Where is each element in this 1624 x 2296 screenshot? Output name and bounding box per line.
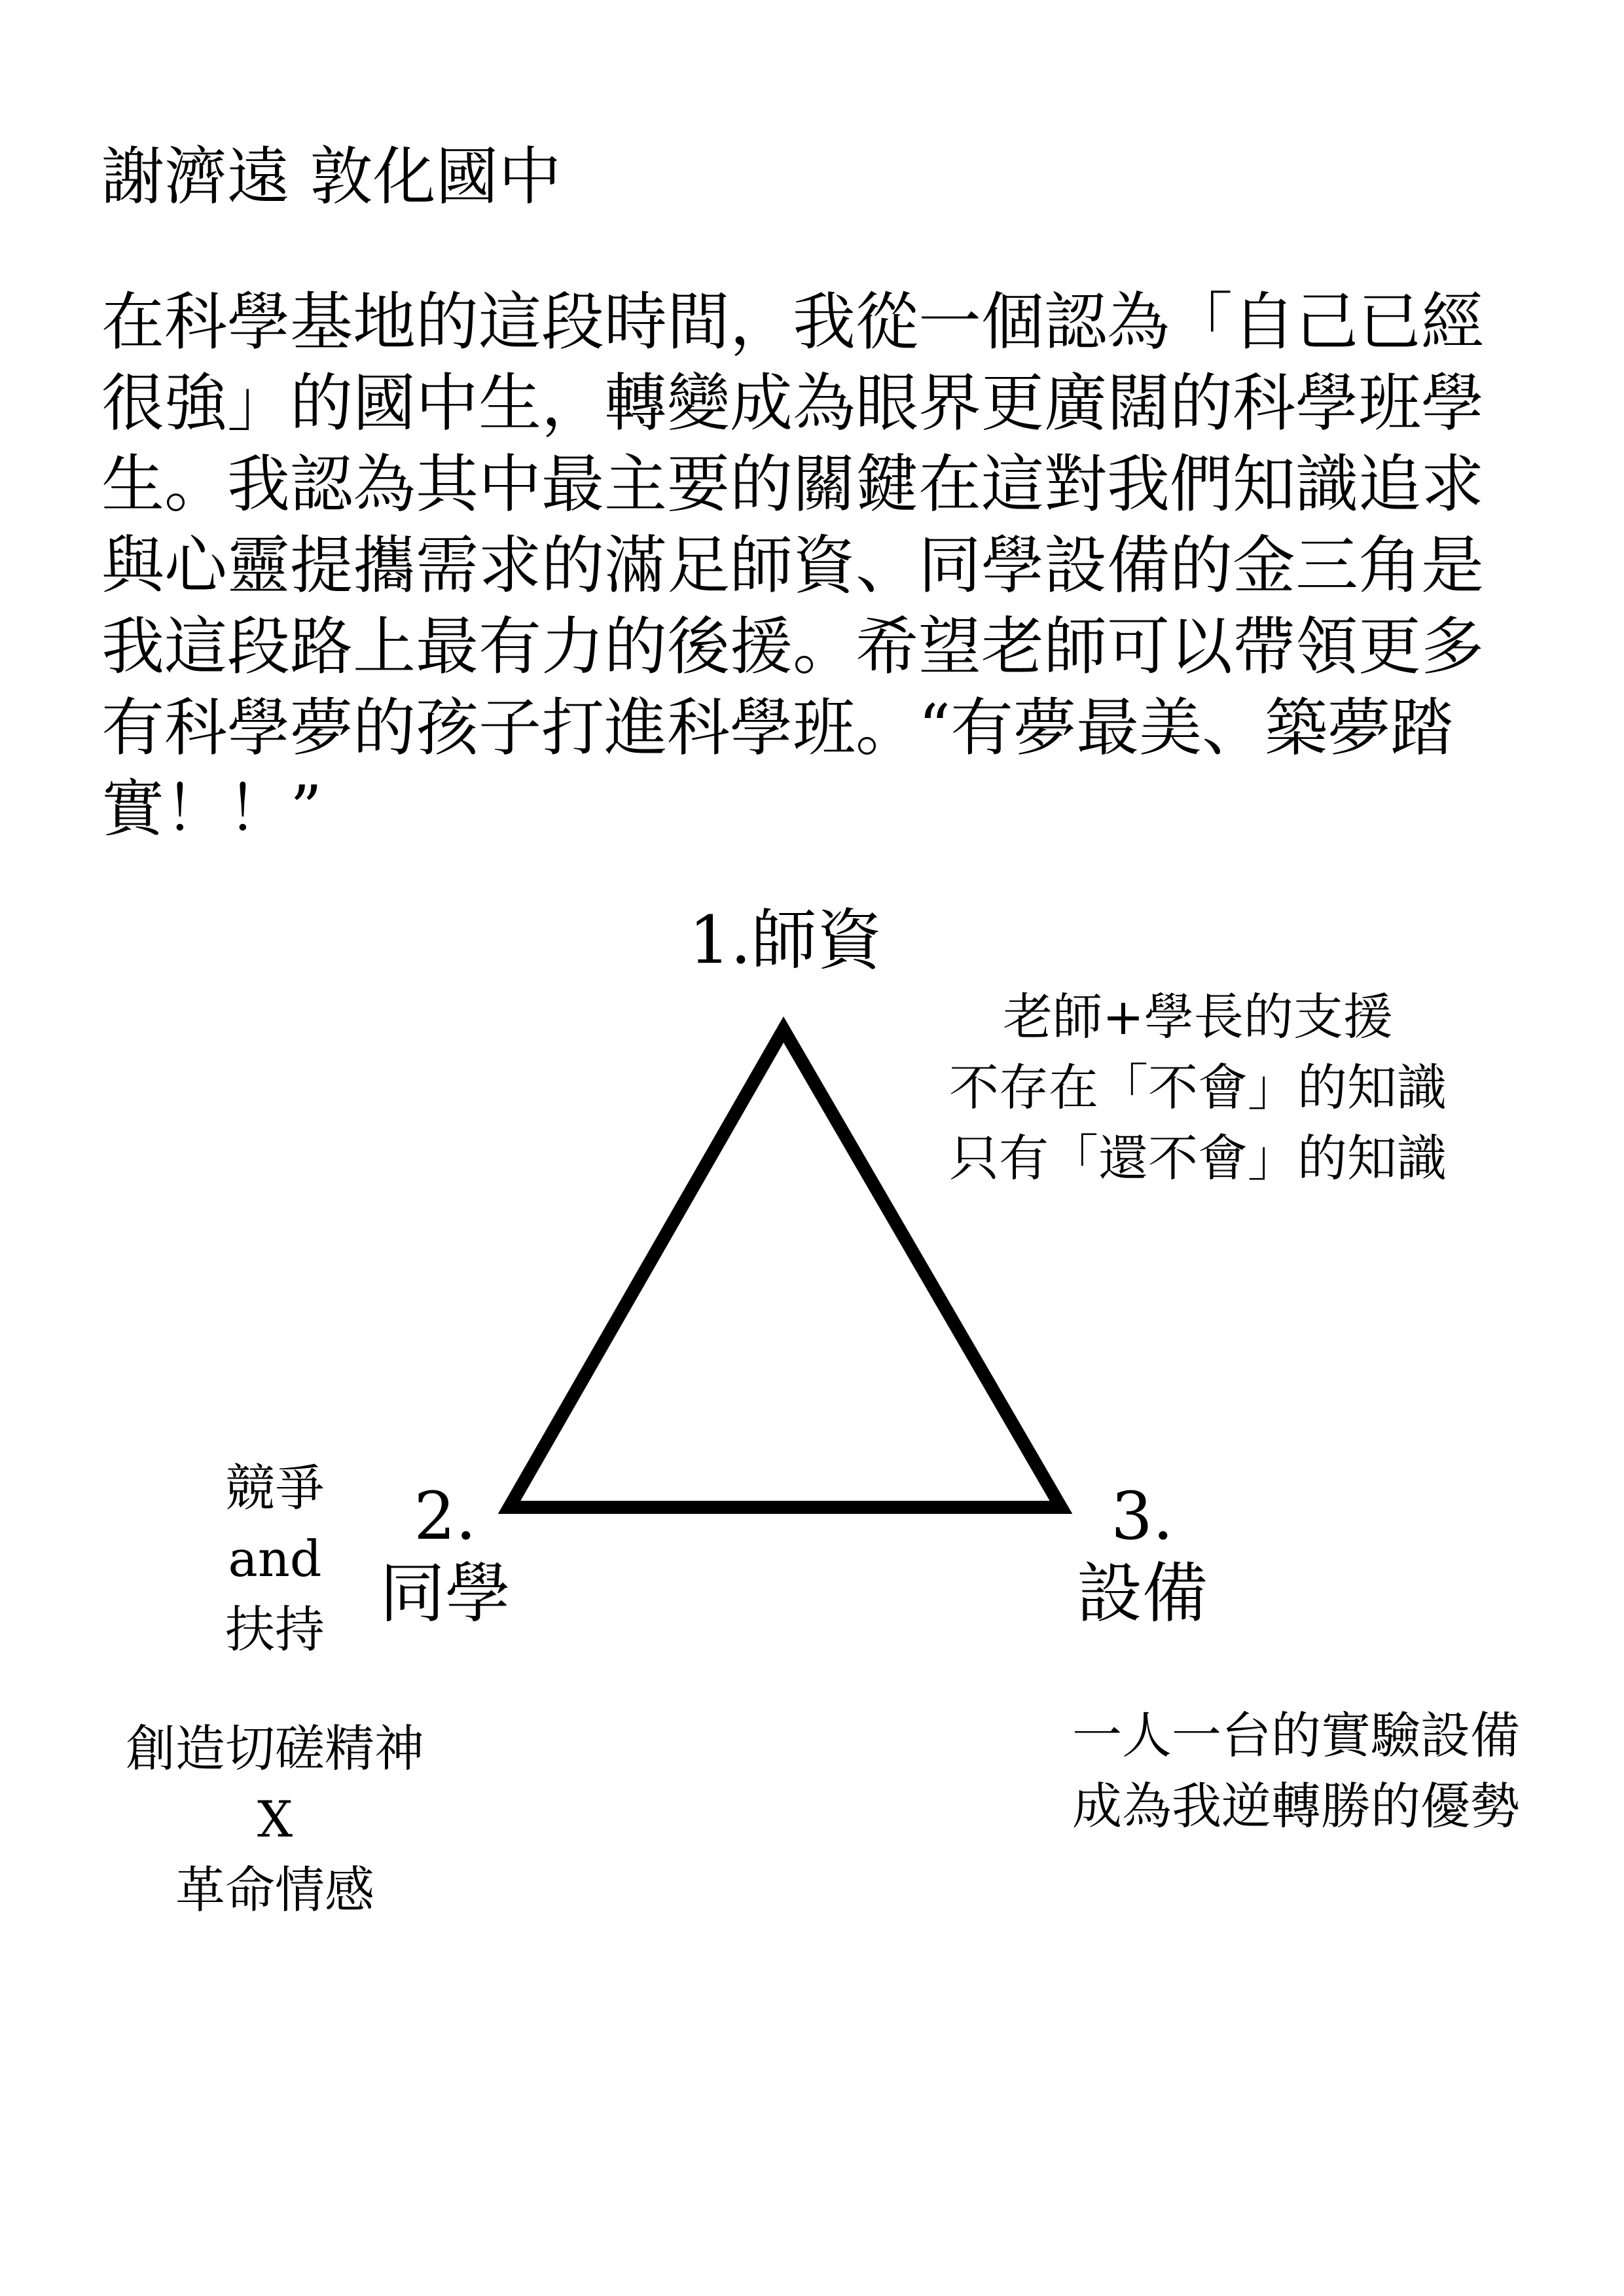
essay-line: 很強」的國中生，轉變成為眼界更廣闊的科學班學	[101, 367, 1484, 440]
vertex-number: 2.	[414, 1478, 477, 1554]
note-line: 成為我逆轉勝的優勢	[1072, 1777, 1520, 1835]
note-line: X	[257, 1790, 293, 1848]
side-note-classmates	[196, 1453, 353, 1665]
essay-line: 在科學基地的這段時間，我從一個認為「自己已經	[101, 285, 1484, 359]
vertex-number: 3.	[1111, 1478, 1174, 1554]
essay-line: 有科學夢的孩子打進科學班。“有夢最美、築夢踏	[101, 691, 1454, 764]
note-equipment	[1028, 1700, 1564, 1842]
note-line: 只有「還不會」的知識	[949, 1129, 1447, 1187]
essay-line: 生。我認為其中最主要的關鍵在這對我們知識追求	[101, 448, 1484, 521]
author-line: 謝濟遠 敦化國中	[101, 140, 562, 213]
note-line: 扶持	[225, 1600, 325, 1659]
essay-line: 我這段路上最有力的後援。希望老師可以帶領更多	[101, 610, 1484, 683]
note-line: 創造切磋精神	[126, 1719, 424, 1778]
note-classmates	[92, 1713, 458, 1926]
vertex-title-classmates: 同學	[380, 1555, 511, 1632]
vertex-right-label	[1054, 1478, 1231, 1632]
note-line: and	[228, 1530, 322, 1588]
vertex-title-teachers: 1.師資	[689, 902, 882, 978]
note-line: 革命情感	[175, 1861, 374, 1919]
note-line: 不存在「不會」的知識	[949, 1058, 1447, 1117]
note-line: 競爭	[225, 1459, 325, 1517]
note-line: 老師+學長的支援	[1003, 988, 1393, 1046]
note-teachers	[903, 982, 1492, 1194]
vertex-title-equipment: 設備	[1077, 1555, 1208, 1632]
note-line: 一人一台的實驗設備	[1072, 1706, 1520, 1765]
essay-line: 與心靈提攜需求的滿足師資、同學設備的金三角是	[101, 529, 1484, 602]
vertex-left-label	[367, 1478, 524, 1632]
essay-paragraph	[101, 281, 1542, 850]
essay-line: 實！！”	[101, 772, 323, 846]
